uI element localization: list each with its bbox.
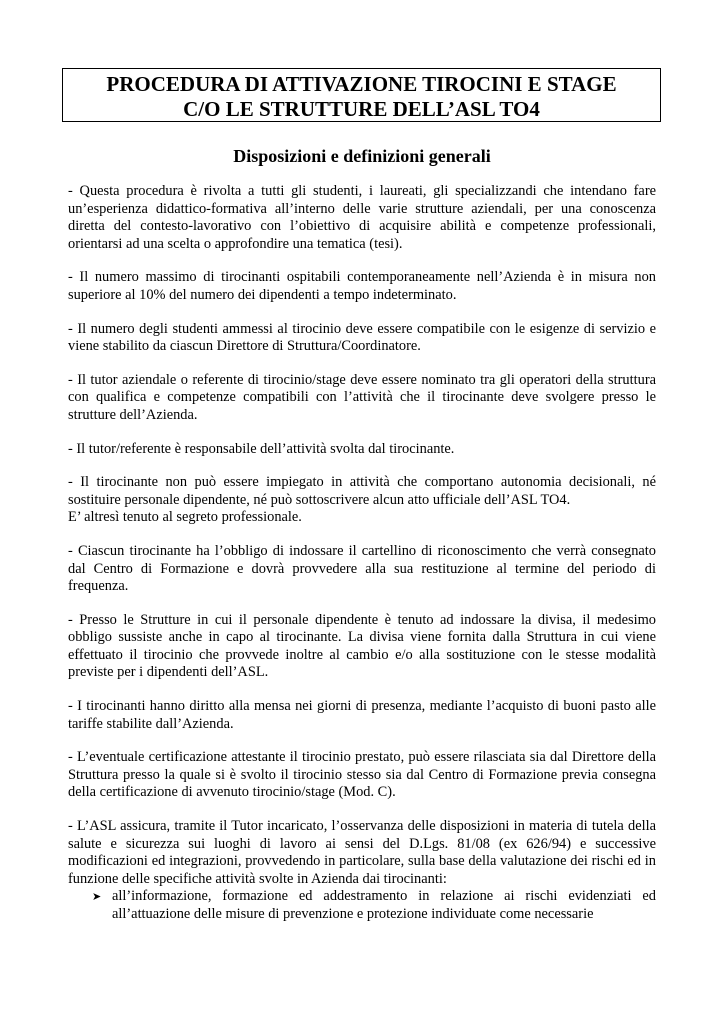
paragraph-tutor-appointment xyxy=(68,372,656,425)
paragraph-line: - L’eventuale certificazione attestante il tirocinio prestato, può essere rilasciata sia dal Direttore della Struttura presso la quale si è svolto il tirocinio stesso sia dal Centro di Formazione previa consegna della certificazione di avvenuto tirocinio/stage (Mod. C). xyxy=(68,749,656,801)
paragraph-tutor-responsibility xyxy=(68,441,656,459)
paragraph-line: - Il tutor/referente è responsabile dell’attività svolta dal tirocinante. xyxy=(68,440,455,457)
paragraph-line: E’ altresì tenuto al segreto professionale. xyxy=(68,509,302,526)
paragraph-line: - Il numero massimo di tirocinanti ospitabili contemporaneamente nell’Azienda è in misura non superiore al 10% del numero dei dipendenti a tempo indeterminato. xyxy=(68,269,656,303)
paragraph-safety xyxy=(68,818,656,888)
arrowhead-bullet-icon: ➤ xyxy=(92,890,102,904)
paragraph-student-count xyxy=(68,321,656,356)
paragraph-line: - Il tirocinante non può essere impiegato in attività che comportano autonomia decisionali, né sostituire personale dipendente, né può sottoscrivere alcun atto ufficiale dell’ASL TO4. xyxy=(68,474,656,508)
document-body xyxy=(68,183,656,924)
list-item xyxy=(68,888,656,923)
paragraph-max-trainees xyxy=(68,269,656,304)
bullet-text: all’informazione, formazione ed addestramento in relazione ai rischi evidenziati ed all’attuazione delle misure di prevenzione e protezione individuate come necessarie xyxy=(112,888,656,922)
section-subtitle: Disposizioni e definizioni generali xyxy=(233,146,491,166)
paragraph-uniform xyxy=(68,612,656,682)
paragraph-line: - Il numero degli studenti ammessi al tirocinio deve essere compatibile con le esigenze di servizio e viene stabilito da ciascun Direttore di Struttura/Coordinatore. xyxy=(68,320,656,355)
paragraph-id-badge xyxy=(68,543,656,596)
paragraph-line: - Ciascun tirocinante ha l’obbligo di indossare il cartellino di riconoscimento che verrà consegnato dal Centro di Formazione e dovrà provvedere alla sua restituzione al termine del periodo di frequenza. xyxy=(68,542,656,595)
safety-bullet-list xyxy=(68,888,656,923)
paragraph-scope xyxy=(68,183,656,253)
paragraph-trainee-limits xyxy=(68,474,656,527)
paragraph-line: - Il tutor aziendale o referente di tirocinio/stage deve essere nominato tra gli operatori della struttura con qualifica e competenze compatibili con l’attività che il tirocinante deve svolgere presso le strutture dell’Azienda. xyxy=(68,371,656,423)
document-title-line-1: PROCEDURA DI ATTIVAZIONE TIROCINI E STAGE xyxy=(106,72,617,96)
paragraph-line: - L’ASL assicura, tramite il Tutor incaricato, l’osservanza delle disposizioni in materia di tutela della salute e sicurezza sui luoghi di lavoro ai sensi del D.Lgs. 81/08 (ex 626/94) e successive modificazioni ed integrazioni, provvedendo in particolare, sulla base della valutazione dei rischi ed in funzione delle specifiche attività svolte in Azienda dai tirocinanti: xyxy=(68,818,656,887)
paragraph-line: - Questa procedura è rivolta a tutti gli studenti, i laureati, gli specializzandi che intendano fare un’esperienza didattico-formativa all’interno delle varie strutture aziendali, per una conoscenza diretta del contesto-lavorativo con l’obiettivo di acquisire abilità e competenze professionali, orientarsi ad una scelta o approfondire una tematica (tesi). xyxy=(68,183,656,252)
paragraph-line: - I tirocinanti hanno diritto alla mensa nei giorni di presenza, mediante l’acquisto di buoni pasto alle tariffe stabilite dall’Azienda. xyxy=(68,698,656,732)
document-title-box xyxy=(62,68,661,122)
paragraph-canteen xyxy=(68,698,656,733)
paragraph-certification xyxy=(68,749,656,802)
paragraph-line: - Presso le Strutture in cui il personale dipendente è tenuto ad indossare la divisa, il medesimo obbligo sussiste anche in capo al tirocinante. La divisa viene fornita dalla Struttura in cui viene effettuato il tirocinio che provvede inoltre al cambio e/o alla sostituzione con le stesse modalità previste per i dipendenti dell’ASL. xyxy=(68,611,656,681)
document-title-line-2: C/O LE STRUTTURE DELL’ASL TO4 xyxy=(183,97,540,121)
